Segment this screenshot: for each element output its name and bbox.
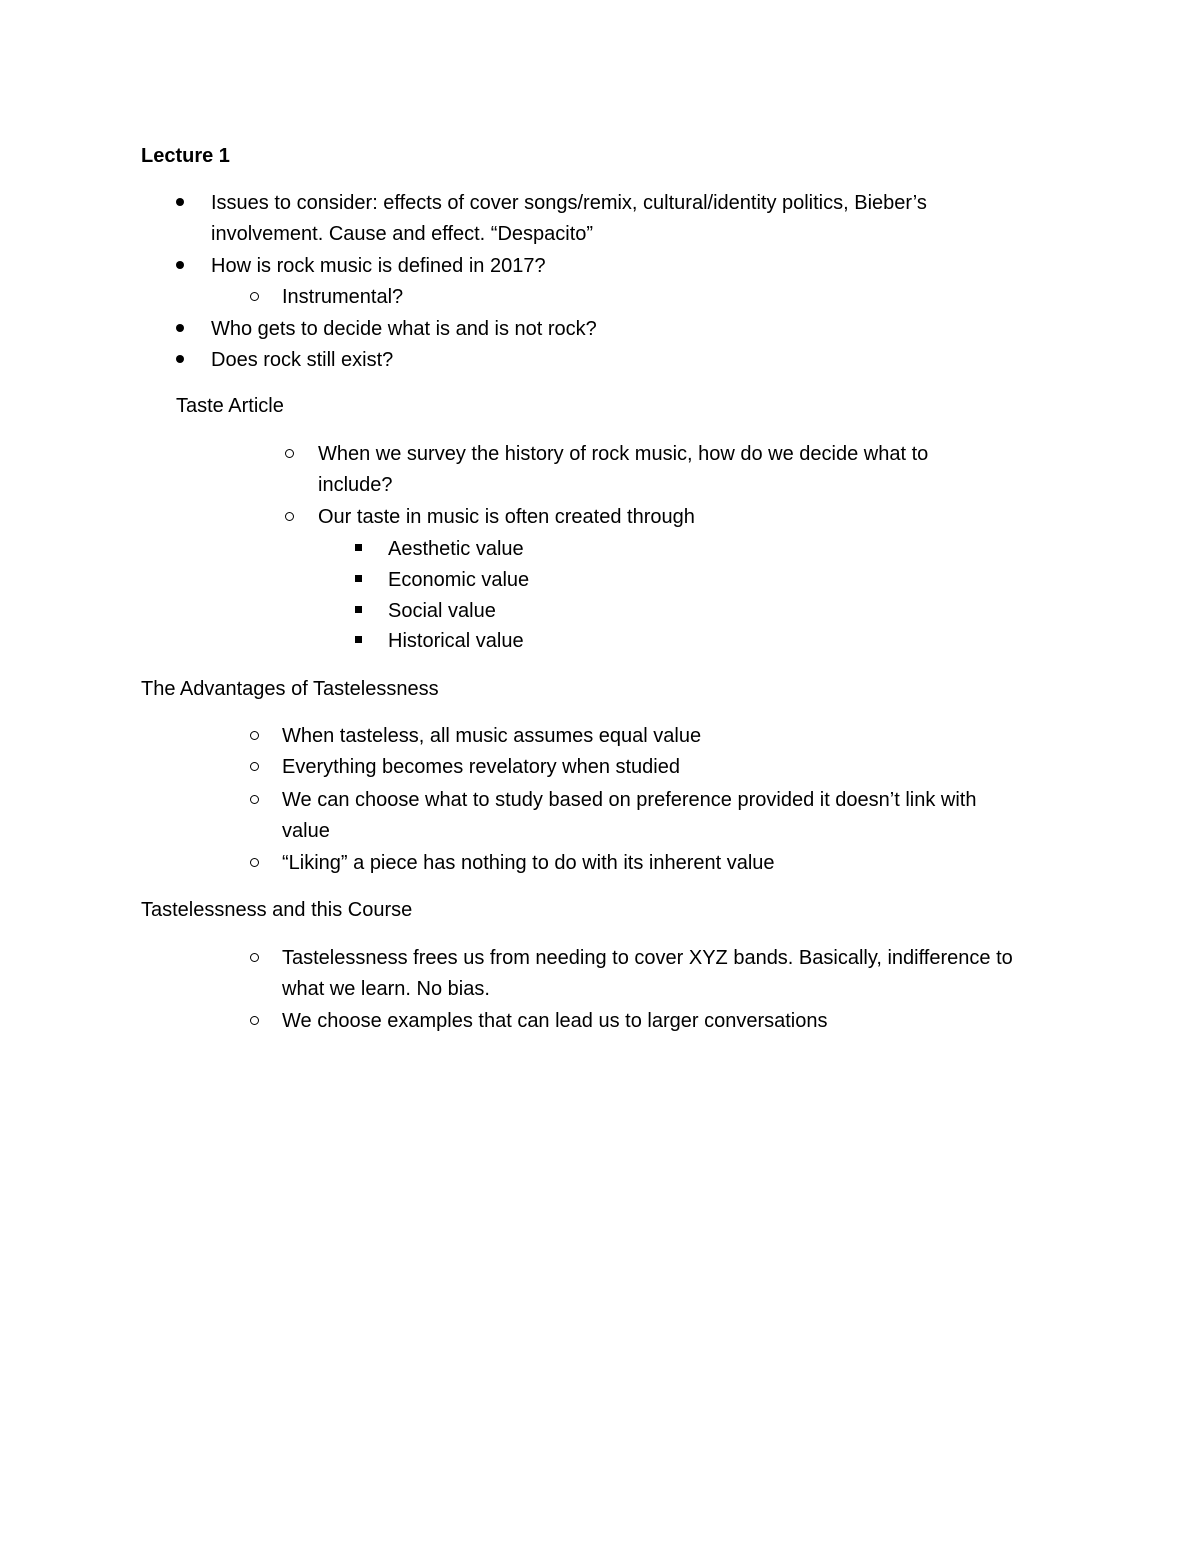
section-heading-advantages: The Advantages of Tastelessness bbox=[141, 678, 439, 700]
section-heading-lecture: Lecture 1 bbox=[141, 145, 230, 167]
list-item-line: Tastelessness frees us from needing to cover XYZ bands. Basically, indifference to bbox=[282, 947, 1013, 969]
bullet-circle bbox=[250, 292, 259, 301]
list-item-line: When tasteless, all music assumes equal value bbox=[282, 725, 702, 747]
bullet-disc bbox=[176, 355, 184, 363]
bullet-square bbox=[355, 575, 362, 582]
bullet-circle bbox=[250, 731, 259, 740]
list-item-line: Our taste in music is often created through bbox=[318, 506, 695, 528]
bullet-square bbox=[355, 636, 362, 643]
bullet-circle bbox=[250, 1016, 259, 1025]
bullet-square bbox=[355, 544, 362, 551]
list-item-line: Historical value bbox=[388, 630, 524, 652]
section-heading-taste-article: Taste Article bbox=[176, 395, 284, 417]
bullet-circle bbox=[285, 449, 294, 458]
list-item-line: Economic value bbox=[388, 569, 530, 591]
bullet-disc bbox=[176, 324, 184, 332]
list-item-line: involvement. Cause and effect. “Despacito” bbox=[211, 223, 594, 245]
list-item-line: what we learn. No bias. bbox=[282, 978, 490, 1000]
list-item-line: “Liking” a piece has nothing to do with its inherent value bbox=[282, 852, 775, 874]
bullet-circle bbox=[250, 795, 259, 804]
list-item-line: Who gets to decide what is and is not rock? bbox=[211, 318, 597, 340]
bullet-circle bbox=[250, 858, 259, 867]
bullet-circle bbox=[250, 762, 259, 771]
list-item-line: When we survey the history of rock music, how do we decide what to bbox=[318, 443, 929, 465]
list-item-line: Instrumental? bbox=[282, 286, 404, 308]
bullet-circle bbox=[250, 953, 259, 962]
bullet-circle bbox=[285, 512, 294, 521]
list-item-line: We can choose what to study based on preference provided it doesn’t link with bbox=[282, 789, 977, 811]
bullet-disc bbox=[176, 261, 184, 269]
list-item-line: Everything becomes revelatory when studied bbox=[282, 756, 680, 778]
list-item-line: value bbox=[282, 820, 330, 842]
list-item-line: include? bbox=[318, 474, 393, 496]
bullet-disc bbox=[176, 198, 184, 206]
bullet-square bbox=[355, 606, 362, 613]
list-item-line: Aesthetic value bbox=[388, 538, 524, 560]
section-heading-course: Tastelessness and this Course bbox=[141, 899, 413, 921]
list-item-line: Does rock still exist? bbox=[211, 349, 394, 371]
list-item-line: How is rock music is defined in 2017? bbox=[211, 255, 546, 277]
list-item-line: Issues to consider: effects of cover songs/remix, cultural/identity politics, Bieber’s bbox=[211, 192, 927, 214]
list-item-line: Social value bbox=[388, 600, 496, 622]
list-item-line: We choose examples that can lead us to larger conversations bbox=[282, 1010, 828, 1032]
